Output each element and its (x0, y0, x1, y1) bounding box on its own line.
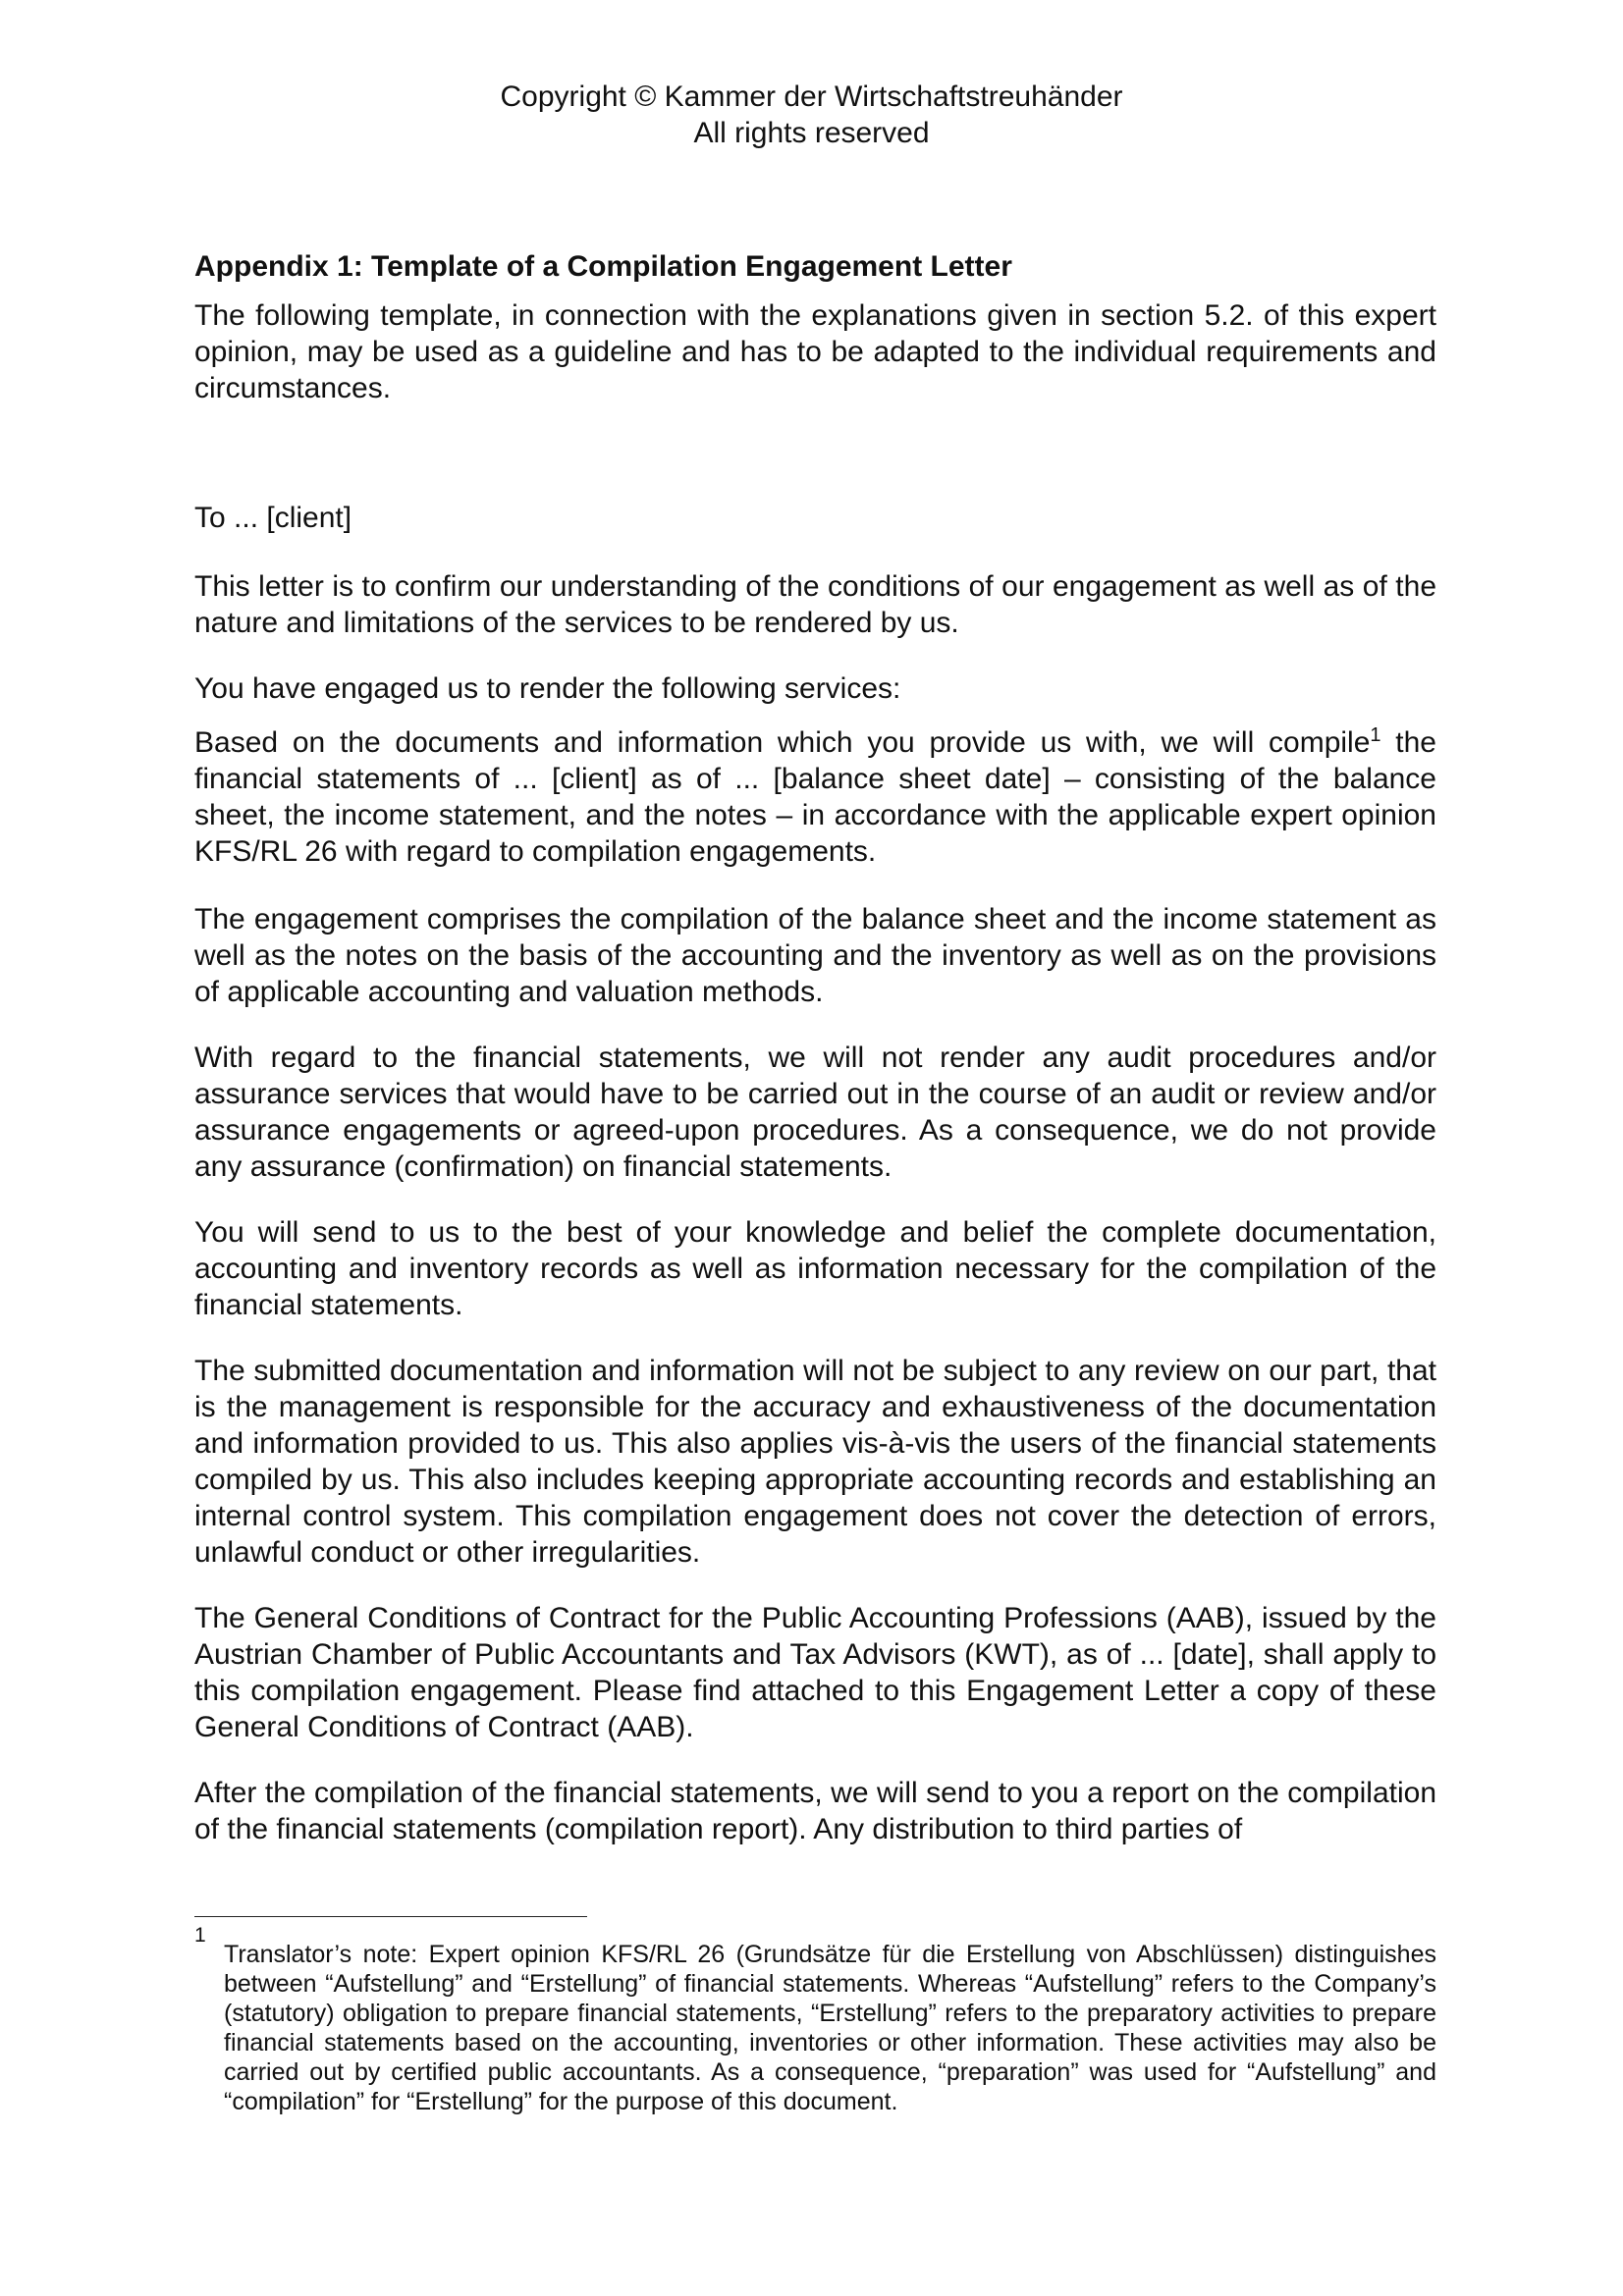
footnote (194, 1924, 1436, 2116)
footnote-reference[interactable]: 1 (1370, 724, 1381, 746)
appendix-title: Appendix 1: Template of a Compilation Engagement Letter (194, 250, 1012, 283)
letter-paragraph-7: The submitted documentation and information will not be subject to any review on our part, that is the management is responsible for the accuracy and exhaustiveness of the documentation and information provided to us. This also applies vis-à-vis the users of the financial statements compiled by us. This also includes keeping appropriate accounting records and establishing an internal control system. This compilation engagement does not cover the detection of errors, unlawful conduct or other irregularities. (194, 1355, 1436, 1569)
letter-paragraph-4: The engagement comprises the compilation of the balance sheet and the income statement as well as the notes on the basis of the accounting and the inventory as well as on the provisions of applicable accounting and valuation methods. (194, 903, 1436, 1008)
letter-paragraph-5: With regard to the financial statements, we will not render any audit procedures and/or assurance services that would have to be carried out in the course of an audit or review and/or assurance engagements or agreed-upon procedures. As a consequence, we do not provide any assurance (confirmation) on financial statements. (194, 1041, 1436, 1183)
rights-line: All rights reserved (693, 117, 930, 149)
paragraph-3-end: the financial statements of ... [client] as of ... [balance sheet date] – consisting of the balance sheet, the income statement, and the notes – in accordance with the applicable expert opinion KFS/RL 26 with regard to compilation engagements. (194, 726, 1436, 868)
letter-paragraph-2: You have engaged us to render the following services: (194, 672, 901, 705)
footnote-divider (194, 1916, 587, 1917)
document-body (194, 248, 1436, 1877)
page-header (0, 79, 1623, 151)
letter-paragraph-3 (194, 724, 1436, 870)
letter-paragraph-6: You will send to us to the best of your knowledge and belief the complete documentation, accounting and inventory records as well as information necessary for the compilation of the financial statements. (194, 1216, 1436, 1321)
letter-paragraph-9: After the compilation of the financial statements, we will send to you a report on the compilation of the financial statements (compilation report). Any distribution to third parties of (194, 1777, 1436, 1845)
footnote-number: 1 (194, 1924, 206, 1947)
letter-paragraph-1: This letter is to confirm our understanding of the conditions of our engagement as well as of the nature and limitations of the services to be rendered by us. (194, 570, 1436, 639)
paragraph-3-start: Based on the documents and information which you provide us with, we will compile (194, 726, 1371, 759)
letter-address: To ... [client] (194, 502, 352, 534)
intro-paragraph: The following template, in connection with the explanations given in section 5.2. of this expert opinion, may be used as a guideline and has to be adapted to the individual requirements and circumstances. (194, 299, 1436, 404)
letter-paragraph-8: The General Conditions of Contract for the Public Accounting Professions (AAB), issued by the Austrian Chamber of Public Accountants and Tax Advisors (KWT), as of ... [date], shall apply to this compilation engagement. Please find attached to this Engagement Letter a copy of these General Conditions of Contract (AAB). (194, 1602, 1436, 1743)
footnote-text: Translator’s note: Expert opinion KFS/RL 26 (Grundsätze für die Erstellung von Abschlüssen) distinguishes between “Aufstellung” and “Erstellung” of financial statements. Whereas “Aufstellung” refers to the Company’s (statutory) obligation to prepare financial statements, “Erstellung” refers to the preparatory activities to prepare financial statements based on the accounting, inventories or other information. These activities may also be carried out by certified public accountants. As a consequence, “preparation” was used for “Aufstellung” and “compilation” for “Erstellung” for the purpose of this document. (224, 1941, 1436, 2115)
copyright-line: Copyright © Kammer der Wirtschaftstreuhänder (500, 80, 1123, 113)
